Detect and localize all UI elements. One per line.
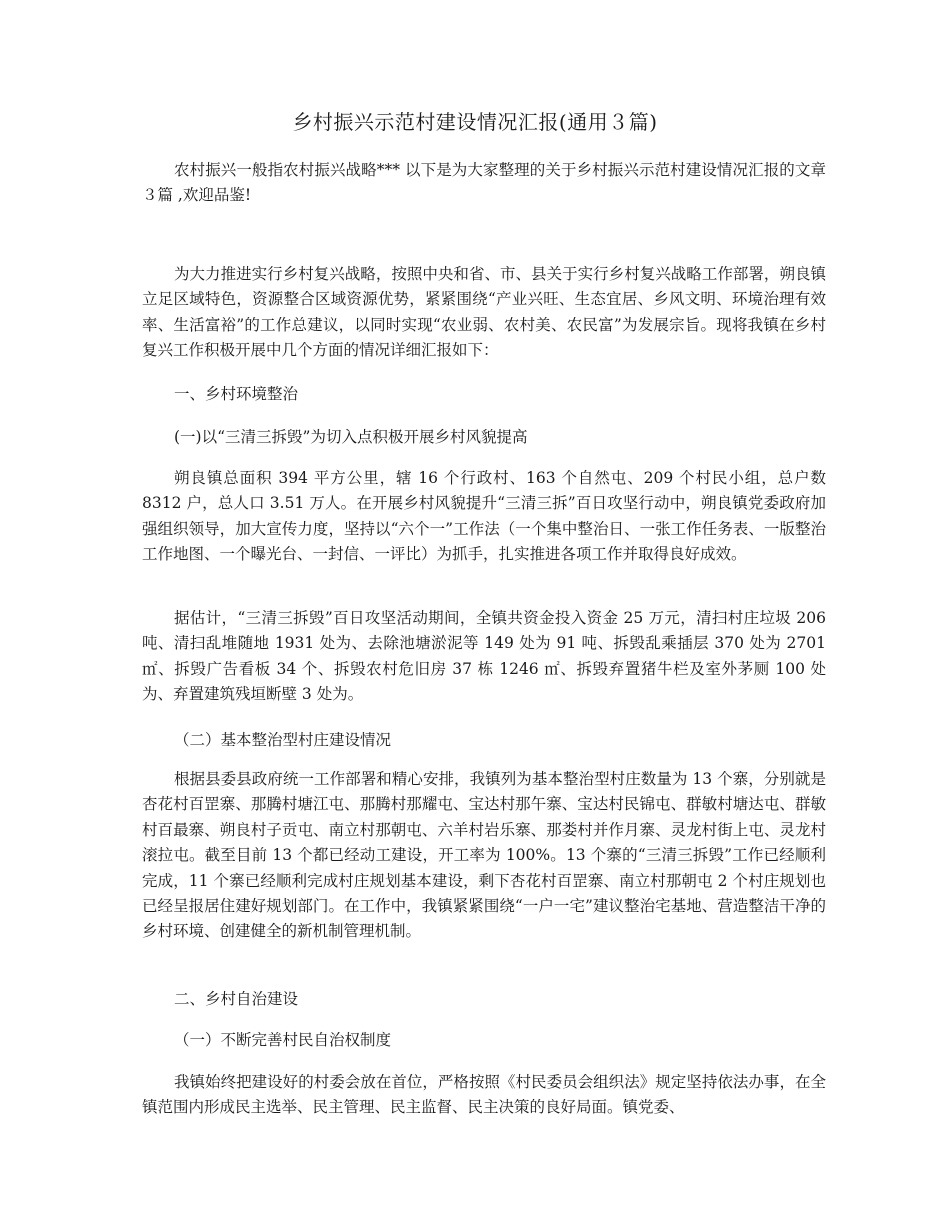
body-paragraph-3: 据估计，“三清三拆毁”百日攻坚活动期间，全镇共资金投入资金 25 万元，清扫村庄垃圾 206 吨、清扫乱堆随地 1931 处为、去除池塘淤泥等 149 处为 91 吨、拆毁乱乘插层 370 处为 2701 ㎡、拆毁广告看板 34 个、拆毁农村危旧房 37 栋 1246 ㎡、拆毁弃置猪牛栏及室外茅厕 100 处为、弃置建筑残垣断壁 3 处为。 xyxy=(142,609,826,704)
subsection-heading-2-1: （一）不断完善村民自治权制度 xyxy=(174,1031,392,1049)
subsection-heading-1-2: （二）基本整治型村庄建设情况 xyxy=(174,731,392,749)
section-heading-1: 一、乡村环境整治 xyxy=(174,385,299,403)
intro-paragraph: 农村振兴一般指农村振兴战略*** 以下是为大家整理的关于乡村振兴示范村建设情况汇报的文章３篇 ,欢迎品鉴! xyxy=(142,161,826,205)
subsection-heading-1-1: (一)以“三清三拆毁”为切入点积极开展乡村风貌提高 xyxy=(174,428,528,446)
body-paragraph-4: 根据县委县政府统一工作部署和精心安排，我镇列为基本整治型村庄数量为 13 个寨，分别就是杏花村百罡寨、那腾村塘江屯、那腾村那耀屯、宝达村那午寨、宝达村民锦屯、群敏村塘达屯、群敏村百最寨、朔良村子贡屯、南立村那朝屯、六羊村岩乐寨、那娄村并作月寨、灵龙村街上屯、灵龙村滚拉屯。截至目前 13 个都已经动工建设，开工率为 100%。13 个寨的“三清三拆毁”工作已经顺利完成，11 个寨已经顺利完成村庄规划基本建设，剩下杏花村百罡寨、南立村那朝屯 2 个村庄规划也已经呈报居住建好规划部门。在工作中，我镇紧紧围绕“一户一宅”建议整治宅基地、营造整洁干净的乡村环境、创建健全的新机制管理机制。 xyxy=(142,770,826,941)
body-paragraph-1: 为大力推进实行乡村复兴战略，按照中央和省、市、县关于实行乡村复兴战略工作部署，朔良镇立足区域特色，资源整合区域资源优势，紧紧围绕“产业兴旺、生态宜居、乡风文明、环境治理有效率、生活富裕”的工作总建议，以同时实现“农业弱、农村美、农民富”为发展宗旨。现将我镇在乡村复兴工作积极开展中几个方面的情况详细汇报如下： xyxy=(142,265,826,360)
document-title: 乡村振兴示范村建设情况汇报(通用３篇) xyxy=(292,110,658,134)
section-heading-2: 二、乡村自治建设 xyxy=(174,990,299,1008)
body-paragraph-2: 朔良镇总面积 394 平方公里，辖 16 个行政村、163 个自然屯、209 个村民小组，总户数 8312 户，总人口 3.51 万人。在开展乡村风貌提升“三清三拆”百日攻坚行动中，朔良镇党委政府加强组织领导，加大宣传力度，坚持以“六个一”工作法（一个集中整治日、一张工作任务表、一版整治工作地图、一个曝光台、一封信、一评比）为抓手，扎实推进各项工作并取得良好成效。 xyxy=(142,469,826,564)
body-paragraph-5: 我镇始终把建设好的村委会放在首位，严格按照《村民委员会组织法》规定坚持依法办事，在全镇范围内形成民主选举、民主管理、民主监督、民主决策的良好局面。镇党委、 xyxy=(142,1073,826,1117)
